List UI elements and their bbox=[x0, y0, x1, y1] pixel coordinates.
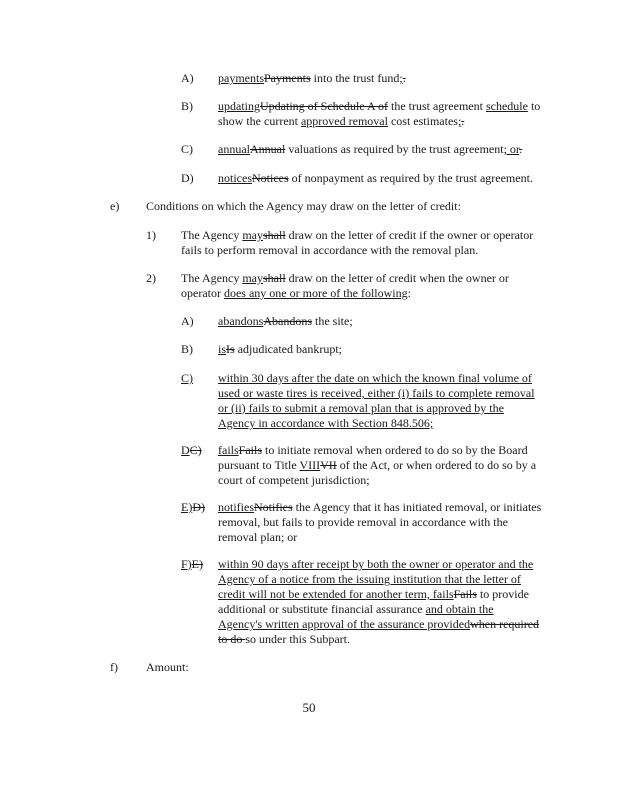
e2c-text: within 30 days after the date on which the known final volume of bbox=[218, 371, 532, 385]
e2f-text-line3: credit will not be extended for another term, failsFails to provide bbox=[218, 587, 529, 601]
page-number: 50 bbox=[302, 700, 316, 715]
e2e-text-line2: removal, but fails to provide removal in accordance with the bbox=[218, 515, 508, 529]
item-d-text: noticesNotices of nonpayment as required by the trust agreement. bbox=[218, 171, 533, 185]
e2d-text: failsFails to initiate removal when ordered to do so by the Board bbox=[218, 443, 528, 457]
item-a-text: paymentsPayments into the trust fund;. bbox=[218, 71, 406, 85]
e2f-text-line5: Agency's written approval of the assurance providedwhen required bbox=[218, 617, 540, 631]
item-d-label: D) bbox=[181, 171, 194, 185]
e2d-label: DC) bbox=[181, 443, 202, 457]
e2-text-line2: operator does any one or more of the following: bbox=[181, 286, 411, 300]
item-b-label: B) bbox=[181, 99, 193, 113]
e2e-text: notifiesNotifies the Agency that it has initiated removal, or initiates bbox=[218, 500, 542, 514]
e2e-text-line3: removal plan; or bbox=[218, 530, 298, 544]
item-b-text: updatingUpdating of Schedule A of the trust agreement schedule to bbox=[218, 99, 541, 113]
section-f-label: f) bbox=[110, 660, 118, 674]
e2f-text: within 90 days after receipt by both the owner or operator and the bbox=[218, 557, 534, 571]
e1-text: The Agency mayshall draw on the letter of credit if the owner or operator bbox=[181, 228, 534, 242]
e2f-label: F)E) bbox=[181, 557, 203, 571]
item-c-text: annualAnnual valuations as required by the trust agreement; or. bbox=[218, 142, 523, 156]
section-e-label: e) bbox=[110, 199, 120, 213]
e2f-text-line4: additional or substitute financial assurance and obtain the bbox=[218, 602, 494, 616]
e2f-text-line2: Agency of a notice from the issuing institution that the letter of bbox=[218, 572, 521, 586]
item-b-text-line2: show the current approved removal cost estimates;. bbox=[218, 114, 465, 128]
e2-text: The Agency mayshall draw on the letter of credit when the owner or bbox=[181, 271, 509, 285]
e2b-text: isIs adjudicated bankrupt; bbox=[218, 342, 342, 356]
item-a-label: A) bbox=[181, 71, 194, 85]
e2f-text-line6: to do so under this Subpart. bbox=[218, 632, 351, 646]
section-f-text: Amount: bbox=[146, 660, 189, 674]
e2e-label: E)D) bbox=[181, 500, 205, 514]
e2-label: 2) bbox=[146, 271, 156, 285]
e2c-text-line2: used or waste tires is received, either (i) fails to complete removal bbox=[218, 386, 535, 400]
section-e-text: Conditions on which the Agency may draw on the letter of credit: bbox=[146, 199, 461, 213]
e2b-label: B) bbox=[181, 342, 193, 356]
e2d-text-line3: court of competent jurisdiction; bbox=[218, 473, 370, 487]
e2c-text-line4: Agency in accordance with Section 848.506; bbox=[218, 416, 434, 430]
item-c-label: C) bbox=[181, 142, 193, 156]
e2c-text-line3: or (ii) fails to submit a removal plan that is approved by the bbox=[218, 401, 504, 415]
e1-label: 1) bbox=[146, 228, 156, 242]
e1-text-line2: fails to perform removal in accordance with the removal plan. bbox=[181, 243, 479, 257]
e2a-label: A) bbox=[181, 314, 194, 328]
e2a-text: abandonsAbandons the site; bbox=[218, 314, 353, 328]
e2d-text-line2: pursuant to Title VIIIVII of the Act, or when ordered to do so by a bbox=[218, 458, 537, 472]
e2c-label: C) bbox=[181, 371, 193, 385]
